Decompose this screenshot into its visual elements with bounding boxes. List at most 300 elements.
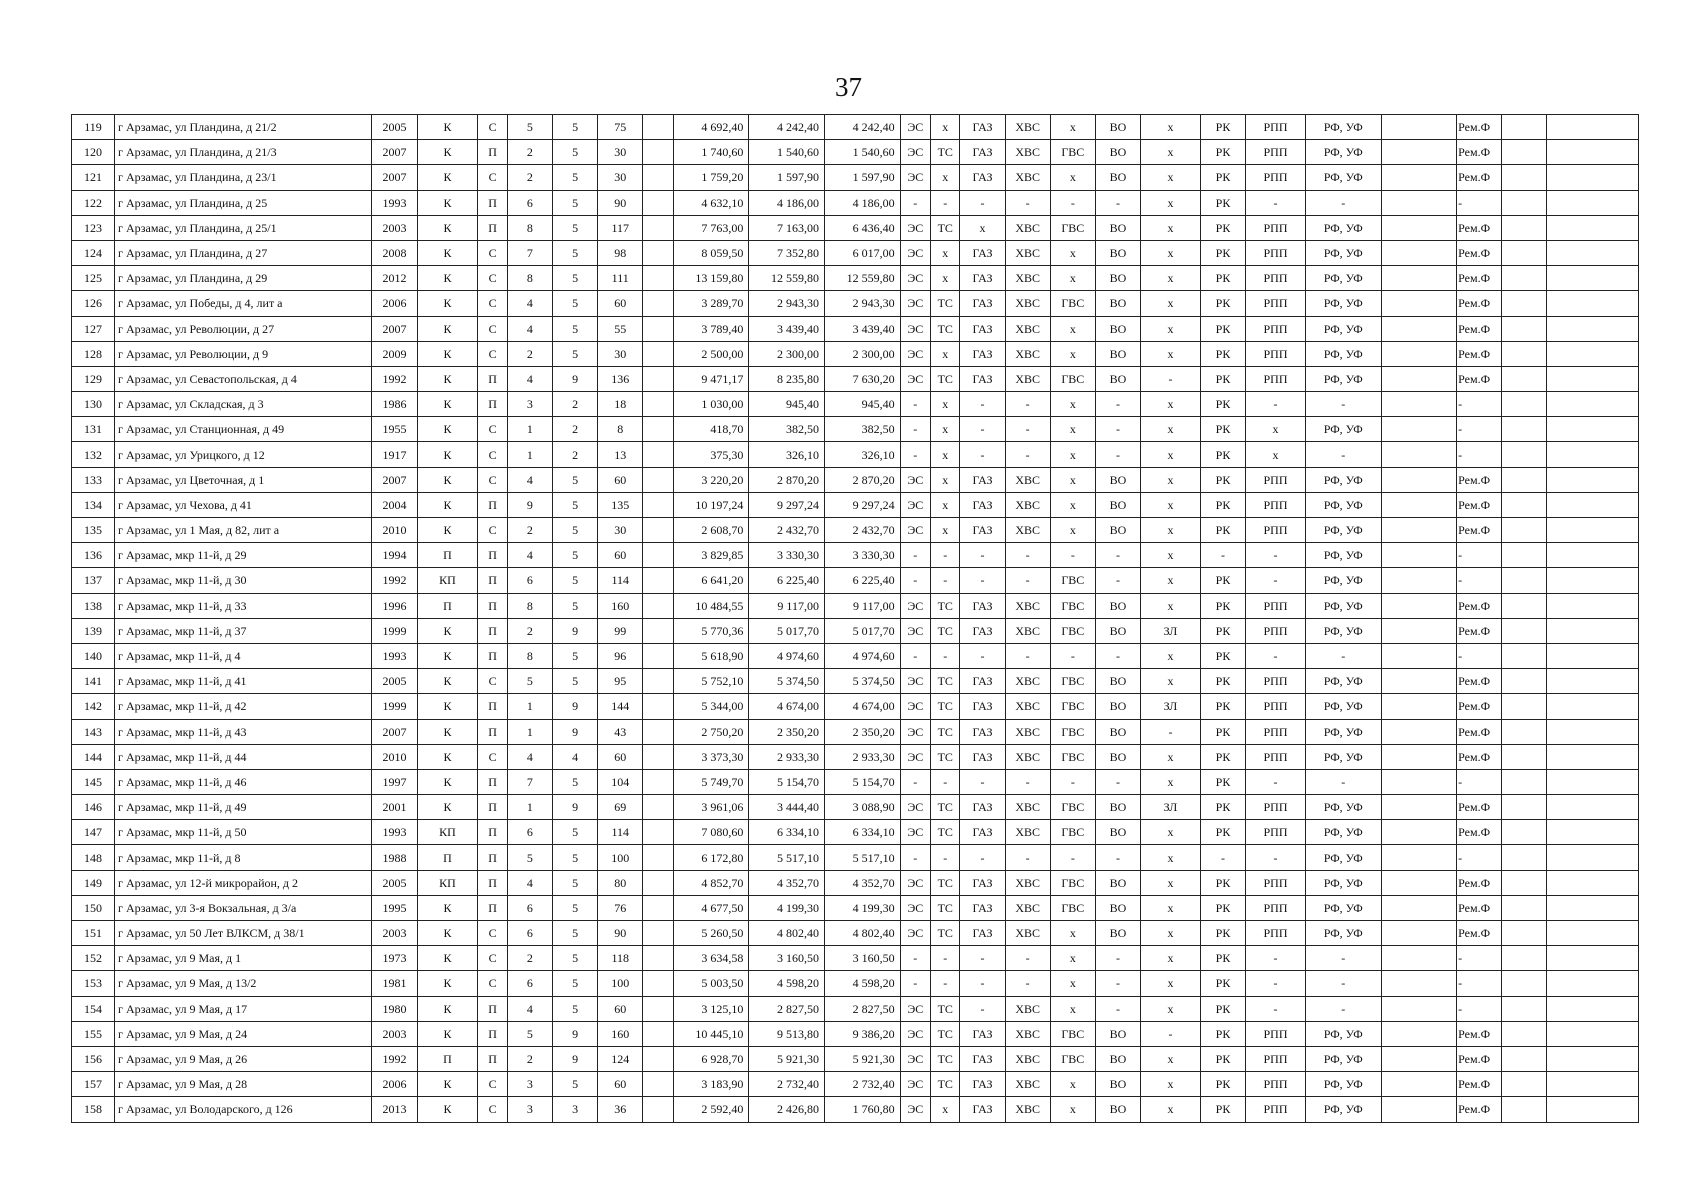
- address-cell: г Арзамас, ул 1 Мая, д 82, лит а: [115, 518, 372, 543]
- table-cell: 1988: [372, 845, 417, 870]
- table-cell: П: [478, 769, 507, 794]
- table-cell: -: [1050, 643, 1095, 668]
- table-cell: П: [478, 593, 507, 618]
- table-cell: С: [478, 341, 507, 366]
- address-cell: г Арзамас, ул 9 Мая, д 17: [115, 996, 372, 1021]
- table-cell: РПП: [1246, 820, 1306, 845]
- table-cell: Рем.Ф: [1457, 820, 1502, 845]
- table-cell: [1381, 744, 1457, 769]
- table-cell: П: [478, 845, 507, 870]
- table-cell: -: [960, 442, 1005, 467]
- address-cell: г Арзамас, мкр 11-й, д 49: [115, 795, 372, 820]
- table-cell: РФ, УФ: [1305, 870, 1381, 895]
- table-cell: РФ, УФ: [1305, 291, 1381, 316]
- table-cell: РК: [1200, 593, 1245, 618]
- table-cell: 1: [507, 417, 552, 442]
- table-cell: П: [478, 568, 507, 593]
- table-cell: [643, 895, 673, 920]
- table-cell: [1381, 467, 1457, 492]
- table-cell: [1547, 845, 1639, 870]
- table-cell: -: [931, 643, 960, 668]
- table-cell: [1502, 492, 1547, 517]
- table-cell: РК: [1200, 518, 1245, 543]
- table-cell: [1502, 870, 1547, 895]
- table-cell: х: [1141, 568, 1201, 593]
- table-cell: РК: [1200, 1072, 1245, 1097]
- table-cell: ТС: [931, 593, 960, 618]
- table-cell: РПП: [1246, 1072, 1306, 1097]
- row-number-cell: 130: [72, 392, 115, 417]
- table-cell: С: [478, 946, 507, 971]
- table-cell: 2 933,30: [824, 744, 900, 769]
- table-cell: ЭС: [900, 165, 930, 190]
- table-cell: 96: [598, 643, 643, 668]
- table-cell: 30: [598, 165, 643, 190]
- table-cell: ТС: [931, 1072, 960, 1097]
- row-number-cell: 158: [72, 1097, 115, 1122]
- table-cell: ГВС: [1050, 140, 1095, 165]
- table-cell: 1992: [372, 568, 417, 593]
- table-cell: 2 432,70: [824, 518, 900, 543]
- table-cell: 9 117,00: [749, 593, 825, 618]
- table-row: [72, 240, 1639, 265]
- table-cell: ХВС: [1005, 618, 1050, 643]
- table-cell: х: [1141, 442, 1201, 467]
- address-cell: г Арзамас, мкр 11-й, д 33: [115, 593, 372, 618]
- table-cell: РПП: [1246, 1046, 1306, 1071]
- table-cell: -: [1200, 845, 1245, 870]
- table-cell: [1381, 190, 1457, 215]
- row-number-cell: 131: [72, 417, 115, 442]
- row-number-cell: 140: [72, 643, 115, 668]
- table-cell: 5: [552, 921, 597, 946]
- table-cell: РПП: [1246, 719, 1306, 744]
- table-cell: ЭС: [900, 820, 930, 845]
- table-cell: -: [931, 769, 960, 794]
- table-cell: -: [1005, 845, 1050, 870]
- table-cell: 2007: [372, 719, 417, 744]
- table-cell: ТС: [931, 215, 960, 240]
- table-row: [72, 618, 1639, 643]
- table-cell: ХВС: [1005, 115, 1050, 140]
- row-number-cell: 144: [72, 744, 115, 769]
- table-row: [72, 366, 1639, 391]
- table-cell: х: [1050, 971, 1095, 996]
- table-cell: ТС: [931, 895, 960, 920]
- table-cell: [1547, 769, 1639, 794]
- table-cell: КП: [417, 870, 478, 895]
- table-cell: -: [1457, 643, 1502, 668]
- address-cell: г Арзамас, ул Пландина, д 29: [115, 266, 372, 291]
- table-cell: -: [1095, 769, 1140, 794]
- table-cell: ГВС: [1050, 1021, 1095, 1046]
- table-cell: х: [1246, 442, 1306, 467]
- table-cell: Рем.Ф: [1457, 165, 1502, 190]
- table-cell: -: [960, 543, 1005, 568]
- table-cell: х: [1050, 946, 1095, 971]
- table-cell: -: [1095, 971, 1140, 996]
- table-cell: РФ, УФ: [1305, 744, 1381, 769]
- table-cell: 418,70: [673, 417, 749, 442]
- table-cell: -: [931, 543, 960, 568]
- table-row: [72, 795, 1639, 820]
- table-cell: 5 921,30: [749, 1046, 825, 1071]
- table-row: [72, 442, 1639, 467]
- table-cell: 5: [552, 568, 597, 593]
- table-cell: Рем.Ф: [1457, 1097, 1502, 1122]
- table-cell: С: [478, 442, 507, 467]
- table-cell: [1547, 543, 1639, 568]
- table-cell: х: [1050, 442, 1095, 467]
- table-row: [72, 694, 1639, 719]
- table-cell: [1381, 795, 1457, 820]
- table-cell: 8: [507, 643, 552, 668]
- address-cell: г Арзамас, ул Пландина, д 23/1: [115, 165, 372, 190]
- table-cell: Рем.Ф: [1457, 467, 1502, 492]
- table-cell: 12 559,80: [824, 266, 900, 291]
- table-cell: 3 373,30: [673, 744, 749, 769]
- table-cell: 2005: [372, 870, 417, 895]
- table-cell: ГАЗ: [960, 719, 1005, 744]
- table-cell: [1547, 568, 1639, 593]
- table-cell: 2 350,20: [824, 719, 900, 744]
- table-row: [72, 140, 1639, 165]
- table-cell: -: [1246, 643, 1306, 668]
- row-number-cell: 154: [72, 996, 115, 1021]
- table-cell: х: [1141, 1072, 1201, 1097]
- table-cell: 69: [598, 795, 643, 820]
- table-cell: 114: [598, 568, 643, 593]
- table-cell: ТС: [931, 1046, 960, 1071]
- table-cell: [643, 165, 673, 190]
- table-cell: [1547, 366, 1639, 391]
- table-cell: ЭС: [900, 870, 930, 895]
- table-cell: х: [931, 492, 960, 517]
- table-cell: х: [1141, 845, 1201, 870]
- table-cell: 4: [507, 543, 552, 568]
- table-cell: ВО: [1095, 744, 1140, 769]
- table-cell: [1547, 492, 1639, 517]
- table-cell: 2005: [372, 669, 417, 694]
- table-cell: К: [417, 316, 478, 341]
- table-cell: 4 242,40: [824, 115, 900, 140]
- table-cell: ХВС: [1005, 593, 1050, 618]
- table-cell: 2 870,20: [749, 467, 825, 492]
- table-cell: -: [900, 190, 930, 215]
- table-cell: [643, 618, 673, 643]
- table-cell: ГВС: [1050, 618, 1095, 643]
- table-cell: ВО: [1095, 895, 1140, 920]
- table-cell: ТС: [931, 921, 960, 946]
- table-cell: -: [960, 392, 1005, 417]
- table-cell: [1381, 215, 1457, 240]
- table-row: [72, 1046, 1639, 1071]
- table-cell: П: [478, 870, 507, 895]
- table-cell: ТС: [931, 366, 960, 391]
- table-cell: ЗЛ: [1141, 795, 1201, 820]
- table-cell: РПП: [1246, 341, 1306, 366]
- table-cell: [1381, 669, 1457, 694]
- table-cell: ТС: [931, 694, 960, 719]
- table-cell: -: [1246, 392, 1306, 417]
- table-cell: [1502, 744, 1547, 769]
- table-cell: 9: [552, 1046, 597, 1071]
- table-cell: К: [417, 921, 478, 946]
- table-cell: 7 352,80: [749, 240, 825, 265]
- row-number-cell: 135: [72, 518, 115, 543]
- table-cell: 1992: [372, 366, 417, 391]
- table-row: [72, 165, 1639, 190]
- table-cell: -: [900, 392, 930, 417]
- table-cell: РК: [1200, 820, 1245, 845]
- address-cell: г Арзамас, ул Складская, д 3: [115, 392, 372, 417]
- table-cell: 60: [598, 996, 643, 1021]
- table-cell: 5: [552, 165, 597, 190]
- table-cell: -: [1095, 417, 1140, 442]
- table-cell: ХВС: [1005, 870, 1050, 895]
- table-cell: К: [417, 467, 478, 492]
- table-cell: 1980: [372, 996, 417, 1021]
- table-cell: К: [417, 442, 478, 467]
- table-cell: ЗЛ: [1141, 618, 1201, 643]
- table-cell: 5: [552, 593, 597, 618]
- table-cell: -: [1246, 996, 1306, 1021]
- table-cell: -: [1095, 946, 1140, 971]
- table-cell: [1502, 266, 1547, 291]
- table-cell: -: [1305, 946, 1381, 971]
- table-cell: [1547, 795, 1639, 820]
- table-cell: -: [1246, 971, 1306, 996]
- table-cell: Рем.Ф: [1457, 895, 1502, 920]
- table-cell: ВО: [1095, 1072, 1140, 1097]
- table-cell: х: [931, 392, 960, 417]
- address-cell: г Арзамас, ул Революции, д 9: [115, 341, 372, 366]
- table-cell: 5: [507, 115, 552, 140]
- table-cell: -: [1246, 845, 1306, 870]
- table-cell: [1381, 921, 1457, 946]
- table-cell: х: [1141, 1097, 1201, 1122]
- table-cell: -: [960, 190, 1005, 215]
- row-number-cell: 129: [72, 366, 115, 391]
- table-cell: [1547, 190, 1639, 215]
- table-cell: 18: [598, 392, 643, 417]
- table-cell: ХВС: [1005, 795, 1050, 820]
- table-cell: РФ, УФ: [1305, 115, 1381, 140]
- table-cell: ГАЗ: [960, 669, 1005, 694]
- table-cell: Рем.Ф: [1457, 492, 1502, 517]
- table-cell: х: [1141, 1046, 1201, 1071]
- table-cell: [1502, 1021, 1547, 1046]
- table-cell: -: [1457, 417, 1502, 442]
- table-cell: Рем.Ф: [1457, 1046, 1502, 1071]
- table-cell: [643, 593, 673, 618]
- table-cell: ГАЗ: [960, 316, 1005, 341]
- table-cell: 2 350,20: [749, 719, 825, 744]
- table-cell: 7 163,00: [749, 215, 825, 240]
- table-cell: 4: [507, 366, 552, 391]
- table-cell: ЭС: [900, 467, 930, 492]
- address-cell: г Арзамас, ул Пландина, д 25/1: [115, 215, 372, 240]
- row-number-cell: 126: [72, 291, 115, 316]
- table-cell: 1: [507, 442, 552, 467]
- table-cell: х: [1141, 593, 1201, 618]
- table-cell: х: [960, 215, 1005, 240]
- table-cell: К: [417, 341, 478, 366]
- table-cell: х: [1246, 417, 1306, 442]
- table-cell: [1381, 568, 1457, 593]
- table-cell: 5: [507, 669, 552, 694]
- table-cell: -: [1457, 442, 1502, 467]
- table-cell: ГАЗ: [960, 115, 1005, 140]
- table-cell: [1502, 1072, 1547, 1097]
- table-cell: Рем.Ф: [1457, 115, 1502, 140]
- table-cell: х: [1141, 316, 1201, 341]
- table-cell: РФ, УФ: [1305, 845, 1381, 870]
- table-cell: [1502, 643, 1547, 668]
- table-cell: РК: [1200, 140, 1245, 165]
- table-cell: ХВС: [1005, 341, 1050, 366]
- table-cell: П: [478, 492, 507, 517]
- table-cell: 160: [598, 1021, 643, 1046]
- table-cell: ГАЗ: [960, 366, 1005, 391]
- table-cell: 6: [507, 820, 552, 845]
- address-cell: г Арзамас, мкр 11-й, д 46: [115, 769, 372, 794]
- table-cell: 5: [552, 769, 597, 794]
- table-cell: 4 674,00: [749, 694, 825, 719]
- table-cell: ГАЗ: [960, 518, 1005, 543]
- table-row: [72, 392, 1639, 417]
- table-cell: х: [1050, 492, 1095, 517]
- table-cell: -: [1457, 769, 1502, 794]
- table-cell: ЭС: [900, 291, 930, 316]
- table-cell: ЭС: [900, 140, 930, 165]
- table-cell: 13 159,80: [673, 266, 749, 291]
- table-cell: [1547, 593, 1639, 618]
- table-cell: -: [1457, 946, 1502, 971]
- table-cell: С: [478, 1097, 507, 1122]
- table-cell: 7 630,20: [824, 366, 900, 391]
- table-cell: РПП: [1246, 240, 1306, 265]
- table-cell: х: [1141, 744, 1201, 769]
- table-cell: 3 160,50: [749, 946, 825, 971]
- table-cell: -: [1305, 643, 1381, 668]
- table-cell: ТС: [931, 795, 960, 820]
- table-cell: 2 732,40: [824, 1072, 900, 1097]
- table-cell: ХВС: [1005, 492, 1050, 517]
- table-cell: -: [1457, 845, 1502, 870]
- table-cell: х: [1141, 820, 1201, 845]
- table-cell: 1 597,90: [749, 165, 825, 190]
- table-cell: 7 080,60: [673, 820, 749, 845]
- table-cell: [1502, 921, 1547, 946]
- table-cell: К: [417, 366, 478, 391]
- table-cell: х: [1050, 266, 1095, 291]
- table-cell: -: [1457, 568, 1502, 593]
- table-cell: -: [1305, 971, 1381, 996]
- row-number-cell: 119: [72, 115, 115, 140]
- table-cell: -: [1005, 643, 1050, 668]
- table-cell: х: [1050, 165, 1095, 190]
- table-cell: 2: [507, 946, 552, 971]
- table-cell: [643, 442, 673, 467]
- table-cell: ГАЗ: [960, 795, 1005, 820]
- table-cell: -: [1457, 392, 1502, 417]
- table-cell: РФ, УФ: [1305, 366, 1381, 391]
- row-number-cell: 138: [72, 593, 115, 618]
- row-number-cell: 139: [72, 618, 115, 643]
- table-cell: [1547, 870, 1639, 895]
- table-cell: РФ, УФ: [1305, 417, 1381, 442]
- table-cell: [1502, 518, 1547, 543]
- address-cell: г Арзамас, ул Цветочная, д 1: [115, 467, 372, 492]
- table-cell: 5 374,50: [749, 669, 825, 694]
- table-cell: 4 802,40: [749, 921, 825, 946]
- table-cell: х: [1141, 467, 1201, 492]
- table-cell: 3 125,10: [673, 996, 749, 1021]
- table-cell: 5: [552, 669, 597, 694]
- table-cell: ХВС: [1005, 240, 1050, 265]
- table-cell: 90: [598, 190, 643, 215]
- table-cell: 99: [598, 618, 643, 643]
- table-cell: -: [931, 190, 960, 215]
- table-cell: 2 300,00: [824, 341, 900, 366]
- table-cell: 2 300,00: [749, 341, 825, 366]
- table-cell: 2013: [372, 1097, 417, 1122]
- table-cell: [643, 1021, 673, 1046]
- table-cell: 6 172,80: [673, 845, 749, 870]
- table-cell: ХВС: [1005, 165, 1050, 190]
- table-cell: 6 928,70: [673, 1046, 749, 1071]
- table-cell: [643, 341, 673, 366]
- address-cell: г Арзамас, ул 12-й микрорайон, д 2: [115, 870, 372, 895]
- table-cell: [1381, 769, 1457, 794]
- table-cell: 5: [552, 215, 597, 240]
- table-cell: ГАЗ: [960, 240, 1005, 265]
- table-cell: [1381, 946, 1457, 971]
- table-cell: ТС: [931, 719, 960, 744]
- table-cell: Рем.Ф: [1457, 719, 1502, 744]
- table-cell: [1381, 870, 1457, 895]
- table-cell: К: [417, 115, 478, 140]
- table-cell: 1992: [372, 1046, 417, 1071]
- table-cell: ГВС: [1050, 870, 1095, 895]
- table-cell: 1917: [372, 442, 417, 467]
- table-cell: 4 598,20: [749, 971, 825, 996]
- table-cell: -: [900, 845, 930, 870]
- table-cell: х: [1141, 291, 1201, 316]
- table-cell: Рем.Ф: [1457, 669, 1502, 694]
- table-cell: -: [900, 442, 930, 467]
- table-cell: С: [478, 115, 507, 140]
- table-cell: ГВС: [1050, 895, 1095, 920]
- row-number-cell: 152: [72, 946, 115, 971]
- table-cell: 5: [507, 845, 552, 870]
- table-row: [72, 467, 1639, 492]
- table-cell: Рем.Ф: [1457, 341, 1502, 366]
- table-cell: П: [478, 392, 507, 417]
- table-cell: Рем.Ф: [1457, 744, 1502, 769]
- table-cell: ГАЗ: [960, 165, 1005, 190]
- table-cell: ВО: [1095, 618, 1140, 643]
- table-cell: РПП: [1246, 895, 1306, 920]
- table-cell: [1547, 392, 1639, 417]
- table-cell: 1955: [372, 417, 417, 442]
- table-body: [72, 115, 1639, 1123]
- table-cell: [1502, 593, 1547, 618]
- table-cell: х: [931, 467, 960, 492]
- table-cell: 10 484,55: [673, 593, 749, 618]
- table-cell: ВО: [1095, 240, 1140, 265]
